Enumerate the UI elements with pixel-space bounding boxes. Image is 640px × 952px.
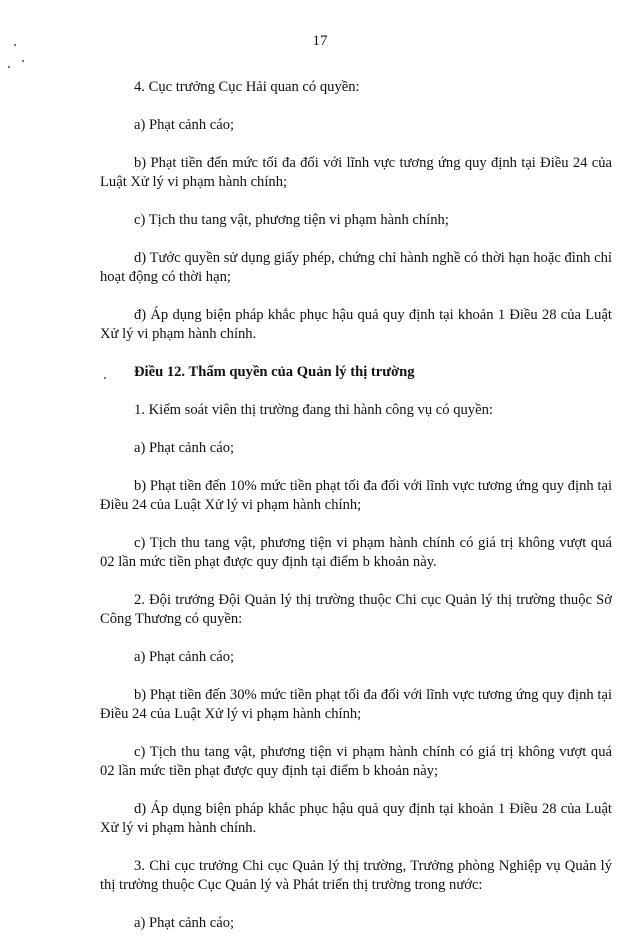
clause-12-2-intro: 2. Đội trưởng Đội Quản lý thị trường thuộc Chi cục Quản lý thị trường thuộc Sở Công Thương có quyền: bbox=[100, 592, 612, 627]
clause-12-1-intro: 1. Kiểm soát viên thị trường đang thi hành công vụ có quyền: bbox=[134, 402, 493, 418]
document-body bbox=[100, 78, 612, 952]
clause-12-3-item-a: a) Phạt cảnh cáo; bbox=[134, 915, 235, 931]
clause-4-item-dd: đ) Áp dụng biện pháp khắc phục hậu quả quy định tại khoản 1 Điều 28 của Luật Xử lý vi phạm hành chính. bbox=[100, 307, 612, 342]
clause-12-1-item-a: a) Phạt cảnh cáo; bbox=[134, 440, 235, 456]
scan-speck bbox=[8, 66, 10, 68]
clause-4-item-c: c) Tịch thu tang vật, phương tiện vi phạm hành chính; bbox=[134, 212, 449, 228]
clause-12-1-item-c: c) Tịch thu tang vật, phương tiện vi phạm hành chính có giá trị không vượt quá 02 lần mức tiền phạt được quy định tại điểm b khoản này. bbox=[100, 535, 612, 570]
clause-4-intro: 4. Cục trưởng Cục Hải quan có quyền: bbox=[134, 79, 360, 95]
clause-12-2-item-a: a) Phạt cảnh cáo; bbox=[134, 649, 235, 665]
scan-speck bbox=[22, 60, 24, 62]
clause-12-2-item-c: c) Tịch thu tang vật, phương tiện vi phạm hành chính có giá trị không vượt quá 02 lần mức tiền phạt được quy định tại điểm b khoản này; bbox=[100, 744, 612, 779]
article-12-title: Điều 12. Thẩm quyền của Quản lý thị trường bbox=[134, 364, 415, 380]
clause-12-2-item-b: b) Phạt tiền đến 30% mức tiền phạt tối đa đối với lĩnh vực tương ứng quy định tại Điều 24 của Luật Xử lý vi phạm hành chính; bbox=[100, 687, 612, 722]
clause-12-2-item-d: d) Áp dụng biện pháp khắc phục hậu quả quy định tại khoản 1 Điều 28 của Luật Xử lý vi phạm hành chính. bbox=[100, 801, 612, 836]
clause-4-item-d: d) Tước quyền sử dụng giấy phép, chứng chỉ hành nghề có thời hạn hoặc đình chỉ hoạt động có thời hạn; bbox=[100, 250, 612, 285]
clause-12-3-intro: 3. Chi cục trưởng Chi cục Quản lý thị trường, Trưởng phòng Nghiệp vụ Quản lý thị trường thuộc Cục Quản lý và Phát triển thị trường trong nước: bbox=[100, 858, 612, 893]
scan-speck bbox=[14, 44, 16, 46]
clause-4-item-a: a) Phạt cảnh cáo; bbox=[134, 117, 235, 133]
clause-12-1-item-b: b) Phạt tiền đến 10% mức tiền phạt tối đa đối với lĩnh vực tương ứng quy định tại Điều 24 của Luật Xử lý vi phạm hành chính; bbox=[100, 478, 612, 513]
clause-4-item-b: b) Phạt tiền đến mức tối đa đối với lĩnh vực tương ứng quy định tại Điều 24 của Luật Xử lý vi phạm hành chính; bbox=[100, 155, 612, 190]
page-number: 17 bbox=[312, 33, 328, 49]
